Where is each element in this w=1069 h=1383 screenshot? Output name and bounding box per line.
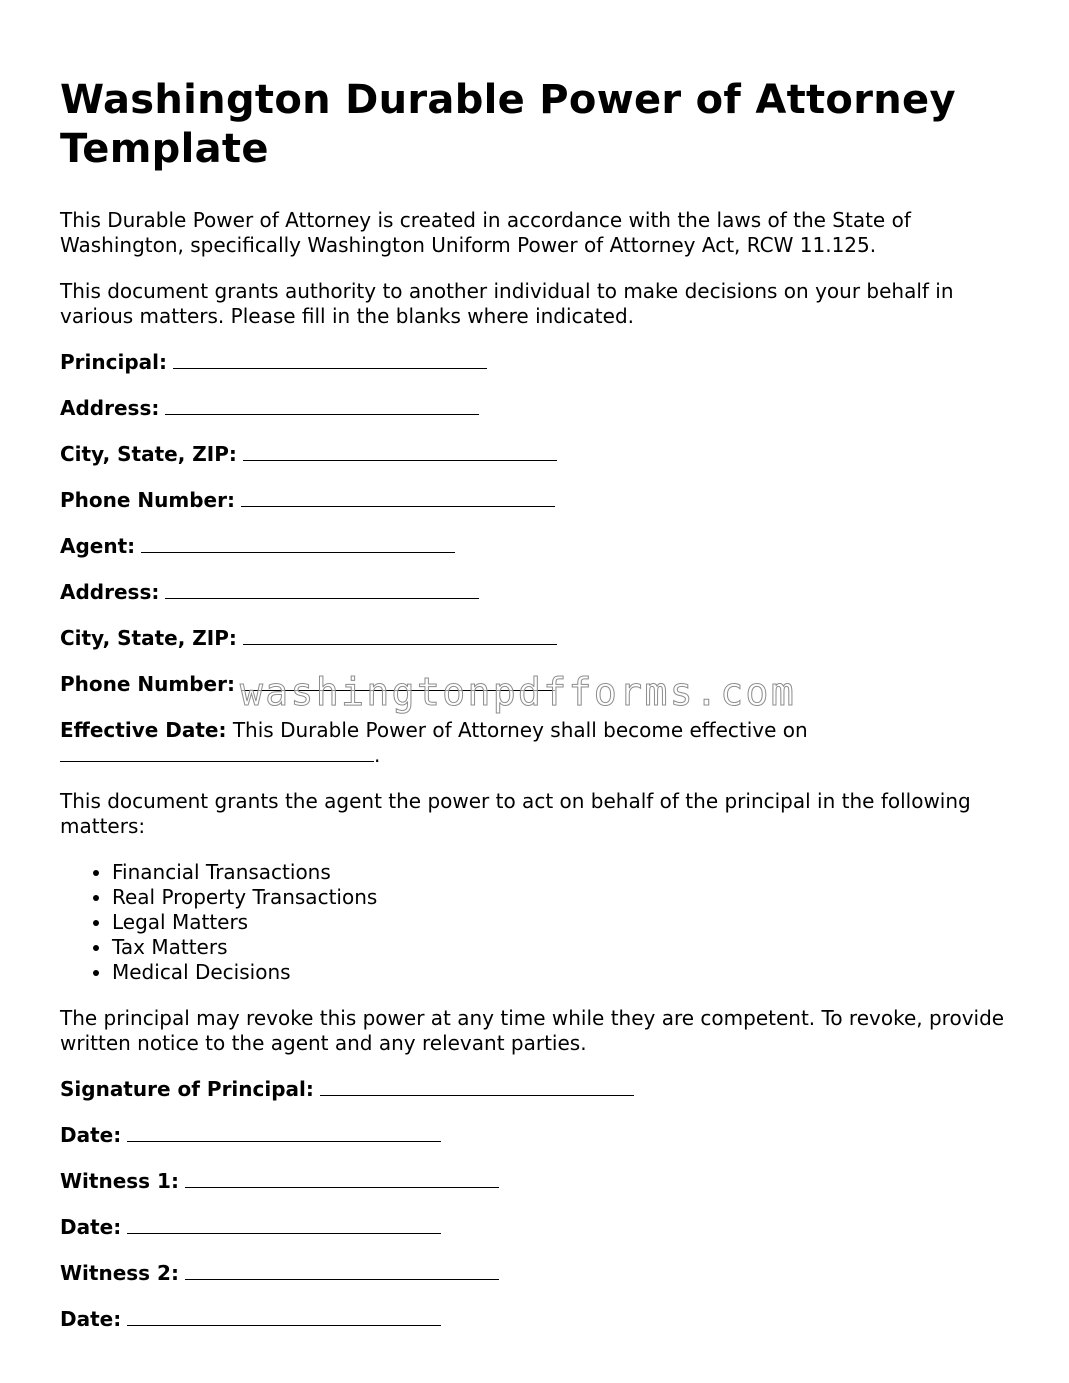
agent-address-field — [60, 580, 1020, 605]
document-page — [60, 76, 1020, 1353]
witness-1-date-label: Date: — [60, 1215, 122, 1239]
principal-phone-blank[interactable] — [241, 488, 555, 507]
effective-date-blank[interactable] — [60, 743, 374, 762]
list-item: • Medical Decisions — [112, 960, 1020, 985]
principal-city-field — [60, 442, 1020, 467]
principal-signature-label: Signature of Principal: — [60, 1077, 314, 1101]
effective-date-text: This Durable Power of Attorney shall become effective on — [232, 718, 808, 742]
intro-paragraph-1: This Durable Power of Attorney is created in accordance with the laws of the State of Washington, specifically Washington Uniform Power of Attorney Act, RCW 11.125. — [60, 208, 911, 257]
witness-2-blank[interactable] — [185, 1261, 499, 1280]
agent-phone-blank[interactable] — [241, 672, 555, 691]
principal-name-blank[interactable] — [173, 350, 487, 369]
witness-1-blank[interactable] — [185, 1169, 499, 1188]
principal-city-label: City, State, ZIP: — [60, 442, 237, 466]
watermark: washingtonpdfforms.com — [240, 670, 797, 714]
powers-intro: This document grants the agent the power to act on behalf of the principal in the following matters: — [60, 789, 971, 838]
list-item: • Tax Matters — [112, 935, 1020, 960]
principal-address-field — [60, 396, 1020, 421]
witness-2-field — [60, 1261, 1020, 1286]
witness-1-date-blank[interactable] — [127, 1215, 441, 1234]
agent-name-label: Agent: — [60, 534, 136, 558]
agent-name-blank[interactable] — [141, 534, 455, 553]
revocation-paragraph: The principal may revoke this power at any time while they are competent. To revoke, provide written notice to the agent and any relevant parties. — [60, 1006, 1005, 1055]
effective-date-field — [60, 718, 1020, 768]
agent-address-label: Address: — [60, 580, 160, 604]
agent-city-field — [60, 626, 1020, 651]
agent-city-blank[interactable] — [243, 626, 557, 645]
witness-2-date-label: Date: — [60, 1307, 122, 1331]
witness-2-label: Witness 2: — [60, 1261, 179, 1285]
agent-name-field — [60, 534, 1020, 559]
signature-date-field — [60, 1123, 1020, 1148]
witness-2-date-field — [60, 1307, 1020, 1332]
witness-2-date-blank[interactable] — [127, 1307, 441, 1326]
witness-1-field — [60, 1169, 1020, 1194]
signature-date-blank[interactable] — [127, 1123, 441, 1142]
principal-signature-field — [60, 1077, 1020, 1102]
agent-phone-label: Phone Number: — [60, 672, 235, 696]
agent-phone-field — [60, 672, 1020, 697]
list-item: • Real Property Transactions — [112, 885, 1020, 910]
principal-address-blank[interactable] — [165, 396, 479, 415]
principal-phone-label: Phone Number: — [60, 488, 235, 512]
effective-date-label: Effective Date: — [60, 718, 227, 742]
principal-signature-blank[interactable] — [320, 1077, 634, 1096]
witness-1-label: Witness 1: — [60, 1169, 179, 1193]
principal-phone-field — [60, 488, 1020, 513]
principal-city-blank[interactable] — [243, 442, 557, 461]
witness-1-date-field — [60, 1215, 1020, 1240]
principal-name-field — [60, 350, 1020, 375]
list-item: • Financial Transactions — [112, 860, 1020, 885]
agent-city-label: City, State, ZIP: — [60, 626, 237, 650]
document-title: Washington Durable Power of Attorney Template — [60, 77, 956, 172]
signature-date-label: Date: — [60, 1123, 122, 1147]
intro-paragraph-2: This document grants authority to another individual to make decisions on your behalf in various matters. Please fill in the blanks where indicated. — [60, 279, 954, 328]
principal-address-label: Address: — [60, 396, 160, 420]
list-item: • Legal Matters — [112, 910, 1020, 935]
principal-name-label: Principal: — [60, 350, 167, 374]
agent-address-blank[interactable] — [165, 580, 479, 599]
effective-date-period: . — [374, 743, 381, 767]
powers-list — [60, 860, 1020, 985]
